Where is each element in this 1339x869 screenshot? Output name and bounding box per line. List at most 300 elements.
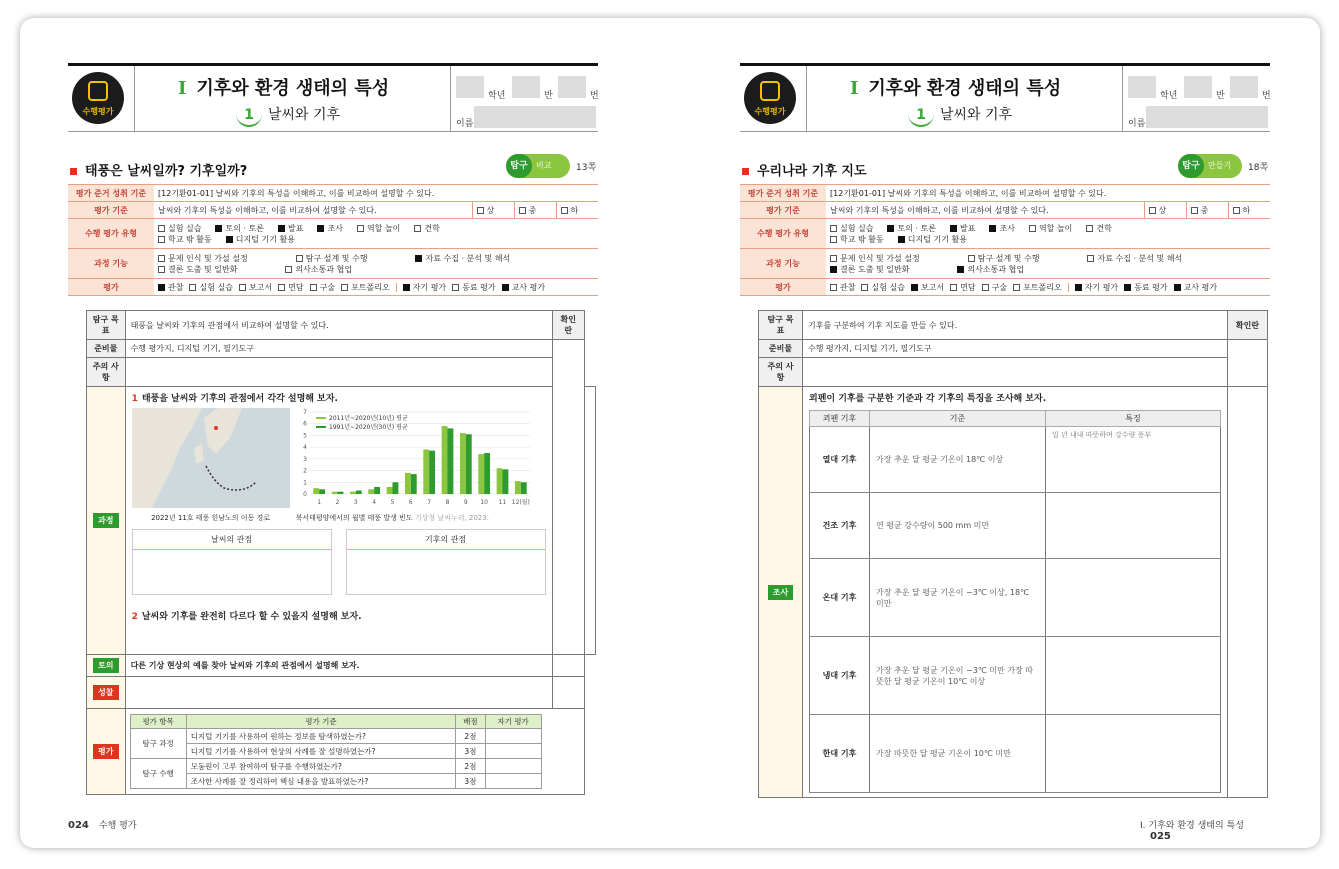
option-label: 탐구 설계 및 수행 (977, 253, 1040, 263)
chart-source: 기상청 날씨누리, 2023. (414, 514, 489, 522)
option-label: 자기 평가 (1084, 282, 1119, 292)
option-label: 교사 평가 (511, 282, 546, 292)
question (809, 391, 1221, 404)
checkbox-option[interactable] (1124, 282, 1167, 293)
checkbox-option[interactable] (296, 253, 368, 264)
standard-label: 평가 기준 (68, 202, 154, 219)
eval-options (826, 279, 1270, 296)
checkbox-option[interactable] (278, 282, 303, 293)
checked-box-icon (317, 225, 324, 232)
climate-name: 건조 기후 (810, 493, 870, 559)
skills-label: 과정 기능 (68, 249, 154, 279)
option-label: 교사 평가 (1183, 282, 1218, 292)
checkbox-icon (1087, 255, 1094, 262)
checked-box-icon (989, 225, 996, 232)
climate-name: 냉대 기후 (810, 637, 870, 715)
bar (374, 487, 380, 494)
bar (502, 469, 508, 494)
activity-pill (1178, 154, 1242, 178)
option-label: 토의 · 토론 (225, 223, 265, 233)
checkbox-option[interactable] (830, 234, 884, 245)
self-eval-cell[interactable] (485, 774, 541, 789)
checked-box-icon (1124, 284, 1131, 291)
bar (350, 492, 356, 494)
page-header (740, 66, 1270, 132)
eval-info-table (740, 184, 1270, 296)
option-label: 면담 (288, 282, 304, 292)
divider (134, 66, 135, 132)
question-text: 날씨와 기후를 완전히 다르다 할 수 있을지 설명해 보자. (141, 612, 362, 622)
level-label: 중 (528, 205, 537, 215)
option-label: 의사소통과 협업 (967, 264, 1025, 274)
y-tick-label: 1 (302, 479, 307, 487)
climate-name: 온대 기후 (810, 559, 870, 637)
option-label: 보고서 (248, 282, 273, 292)
checkbox-icon (1191, 207, 1198, 214)
eval-tag: 평가 (93, 744, 118, 759)
checkbox-icon (158, 236, 165, 243)
question-text: 쾨펜이 기후를 구분한 기준과 각 기후의 특징을 조사해 보자. (809, 394, 1047, 404)
option-label: 구술 (319, 282, 336, 292)
figure-row (132, 408, 546, 523)
x-tick-label: 7 (426, 499, 431, 506)
bar (405, 473, 411, 494)
checkbox-option[interactable] (830, 223, 873, 234)
class-field[interactable] (1184, 76, 1212, 98)
checkbox-icon (341, 284, 348, 291)
checkbox-icon (414, 225, 421, 232)
class-field[interactable] (512, 76, 540, 98)
checkbox-icon (452, 284, 459, 291)
process-tag: 과정 (93, 513, 118, 528)
score-criterion: 모둠원이 고루 참여하여 탐구를 수행하였는가? (186, 759, 456, 774)
checkbox-option[interactable] (1013, 282, 1062, 293)
score-item: 탐구 수행 (130, 759, 186, 789)
checkbox-option[interactable] (414, 223, 439, 234)
option-row (158, 283, 396, 292)
score-criterion: 디지털 기기를 사용하여 현상의 사례를 잘 설명하였는가? (186, 744, 456, 759)
bar (410, 474, 416, 494)
checkbox-icon (239, 284, 246, 291)
checkbox-option[interactable] (898, 234, 967, 245)
option-label: 보고서 (920, 282, 945, 292)
option-label: 실험 실습 (168, 223, 202, 233)
type-label: 수행 평가 유형 (68, 219, 154, 249)
checkbox-icon (310, 284, 317, 291)
bar (515, 481, 521, 494)
standard-text: 날씨와 기후의 특성을 이해하고, 이를 비교하여 설명할 수 있다. (154, 202, 472, 219)
checkbox-option[interactable] (950, 223, 975, 234)
bar (496, 468, 502, 494)
section-title-text: 태풍은 날씨일까? 기후일까? (85, 164, 248, 179)
checkbox-option[interactable] (830, 264, 909, 275)
checkbox-option[interactable] (278, 223, 303, 234)
eval-info-table (68, 184, 598, 296)
x-tick-label: 9 (463, 499, 468, 506)
score-header: 자기 평가 (485, 715, 541, 729)
checkbox-icon (830, 284, 837, 291)
typhoon-frequency-chart (296, 408, 536, 508)
standard-text: 날씨와 기후의 특성을 이해하고, 이를 비교하여 설명할 수 있다. (826, 202, 1144, 219)
legend-label: 1991년~2020년(30년) 평균 (328, 424, 408, 431)
koppen-header: 특징 (1046, 411, 1221, 427)
goal-text: 기후를 구분하여 기후 지도를 만들 수 있다. (803, 311, 1228, 340)
option-label: 조사 (999, 223, 1015, 233)
checkbox-option[interactable] (911, 282, 944, 293)
bar (423, 449, 429, 494)
climate-feature[interactable] (1046, 637, 1221, 715)
type-options (826, 219, 1270, 249)
checkbox-option[interactable] (415, 253, 510, 264)
option-label: 디지털 기기 활용 (235, 234, 295, 244)
score-points: 2점 (456, 759, 485, 774)
self-eval-cell[interactable] (485, 744, 541, 759)
criterion-text: [12기환01-01] 날씨와 기후의 특성을 이해하고, 이를 비교하여 설명할 수 있다. (826, 185, 1270, 202)
goal-label: 탐구 목표 (87, 311, 126, 340)
pill-main: 탐구 (506, 154, 532, 178)
option-row (158, 234, 594, 245)
checkbox-icon (158, 266, 165, 273)
bar (460, 433, 466, 494)
eval-label: 평가 (740, 279, 826, 296)
activity-table (758, 310, 1268, 798)
checkbox-option[interactable] (158, 223, 201, 234)
page-reference: 18쪽 (1248, 163, 1269, 173)
climate-feature[interactable] (1046, 559, 1221, 637)
bar (386, 487, 392, 494)
unit-title-text: 기후와 환경 생태의 특성 (868, 78, 1062, 99)
option-row (830, 234, 1266, 245)
discuss-text: 다른 기상 현상의 예를 찾아 날씨와 기후의 관점에서 설명해 보자. (125, 655, 552, 677)
score-header: 배점 (456, 715, 485, 729)
divider (450, 66, 451, 132)
y-tick-label: 6 (302, 420, 307, 428)
x-tick-label: 6 (408, 499, 413, 506)
lesson-title-text: 날씨와 기후 (940, 107, 1013, 123)
option-row (1068, 283, 1223, 292)
checkbox-option[interactable] (285, 264, 352, 275)
option-row (830, 283, 1068, 292)
option-label: 결론 도출 및 일반화 (168, 264, 238, 274)
question-2 (132, 609, 546, 622)
assessment-badge (744, 72, 796, 124)
class-label: 반 (1216, 91, 1225, 101)
x-tick-label: 4 (371, 499, 376, 506)
checkbox-icon (158, 255, 165, 262)
pill-sub: 비교 (536, 161, 552, 170)
koppen-header: 쾨펜 기후 (810, 411, 870, 427)
y-tick-label: 0 (302, 491, 307, 498)
checked-box-icon (898, 236, 905, 243)
checkbox-option[interactable] (1086, 223, 1111, 234)
score-header: 평가 항목 (130, 715, 186, 729)
checkbox-option[interactable] (968, 253, 1040, 264)
score-item: 탐구 과정 (130, 729, 186, 759)
grade-label: 학년 (488, 91, 506, 101)
climate-view-label: 기후의 관점 (347, 530, 545, 550)
checkbox-option[interactable] (887, 223, 936, 234)
checked-box-icon (950, 225, 957, 232)
checkbox-option[interactable] (226, 234, 295, 245)
level-high[interactable] (1144, 202, 1186, 219)
criterion-label: 평가 준거 성취 기준 (740, 185, 826, 202)
checked-box-icon (415, 255, 422, 262)
check-cell[interactable] (552, 677, 584, 709)
level-mid[interactable] (514, 202, 556, 219)
option-label: 조사 (327, 223, 343, 233)
bar (313, 488, 319, 494)
checkbox-option[interactable] (357, 223, 400, 234)
prep-text: 수행 평가지, 디지털 기기, 필기도구 (125, 340, 552, 358)
option-label: 의사소통과 협업 (295, 264, 353, 274)
option-label: 견학 (424, 223, 440, 233)
checkbox-icon (357, 225, 364, 232)
x-tick-label: 12(월) (511, 499, 530, 506)
number-label: 번 (1262, 91, 1271, 101)
reflect-answer[interactable] (125, 677, 552, 709)
bar (465, 434, 471, 494)
name-field[interactable] (474, 106, 596, 128)
level-label: 상 (1158, 205, 1167, 215)
checkbox-option[interactable] (957, 264, 1024, 275)
score-header: 평가 기준 (186, 715, 456, 729)
bar (392, 482, 398, 494)
checkbox-icon (285, 266, 292, 273)
bar (429, 451, 435, 494)
self-eval-cell[interactable] (485, 759, 541, 774)
option-label: 견학 (1096, 223, 1112, 233)
option-label: 구술 (991, 282, 1008, 292)
climate-criterion: 가장 추운 달 평균 기온이 −3℃ 미만 가장 따뜻한 달 평균 기온이 10℃ 이상 (870, 637, 1046, 715)
level-high[interactable] (472, 202, 514, 219)
right-page (740, 18, 1270, 848)
answer-boxes (132, 529, 546, 595)
reflect-tag: 성찰 (93, 685, 118, 700)
checkbox-option[interactable] (989, 223, 1014, 234)
page-number: 024 (68, 820, 89, 831)
checkbox-option[interactable] (215, 223, 264, 234)
chart-caption: 북서태평양에서의 월별 태풍 발생 빈도 (295, 514, 413, 522)
option-label: 토의 · 토론 (897, 223, 937, 233)
lesson-title (908, 104, 1012, 127)
name-label: 이름 (456, 119, 474, 129)
chart-caption-row (296, 513, 536, 523)
option-row (158, 223, 594, 234)
bar (331, 492, 337, 494)
score-cell (125, 709, 584, 795)
checkbox-icon (861, 284, 868, 291)
option-label: 자료 수집 · 분석 및 해석 (425, 253, 511, 263)
checked-box-icon (215, 225, 222, 232)
level-low[interactable] (1228, 202, 1270, 219)
checked-box-icon (158, 284, 165, 291)
koppen-header: 기준 (870, 411, 1046, 427)
weather-view-box[interactable] (132, 529, 332, 595)
checked-box-icon (1075, 284, 1082, 291)
level-label: 중 (1200, 205, 1209, 215)
checkbox-option[interactable] (452, 282, 495, 293)
climate-feature[interactable] (1046, 715, 1221, 793)
goal-text: 태풍을 날씨와 기후의 관점에서 비교하여 설명할 수 있다. (125, 311, 552, 340)
option-label: 결론 도출 및 일반화 (840, 264, 910, 274)
assessment-badge (72, 72, 124, 124)
skills-options (154, 249, 598, 279)
divider (806, 66, 807, 132)
bar (368, 489, 374, 494)
question-text: 태풍을 날씨와 기후의 관점에서 각각 설명해 보자. (141, 394, 338, 404)
option-label: 자료 수집 · 분석 및 해석 (1097, 253, 1183, 263)
checkbox-option[interactable] (1087, 253, 1182, 264)
level-mid[interactable] (1186, 202, 1228, 219)
checkbox-option[interactable] (341, 282, 390, 293)
grade-field[interactable] (456, 76, 484, 98)
checkbox-option[interactable] (830, 253, 920, 264)
checkbox-option[interactable] (317, 223, 342, 234)
name-field[interactable] (1146, 106, 1268, 128)
page-footer-left (68, 818, 137, 831)
unit-numeral: I (850, 78, 859, 99)
checkbox-option[interactable] (158, 234, 212, 245)
map-caption: 2022년 11호 태풍 힌남노의 이동 경로 (151, 514, 271, 522)
checked-box-icon (911, 284, 918, 291)
badge-label: 수행평가 (754, 107, 786, 116)
climate-criterion: 가장 따뜻한 달 평균 기온이 10℃ 미만 (870, 715, 1046, 793)
checked-box-icon (226, 236, 233, 243)
checkbox-option[interactable] (1075, 282, 1118, 293)
check-cell[interactable] (1228, 340, 1268, 387)
check-cell[interactable] (552, 340, 584, 655)
option-label: 역할 놀이 (366, 223, 401, 233)
bar (319, 489, 325, 494)
caution-text[interactable] (125, 358, 552, 387)
checkbox-option[interactable] (982, 282, 1007, 293)
check-cell[interactable] (552, 655, 584, 677)
climate-name: 열대 기후 (810, 427, 870, 493)
checkbox-option[interactable] (403, 282, 446, 293)
checkbox-option[interactable] (502, 282, 545, 293)
climate-criterion: 가장 추운 달 평균 기온이 18℃ 이상 (870, 427, 1046, 493)
checked-box-icon (278, 225, 285, 232)
question-1 (132, 391, 546, 404)
checkbox-option[interactable] (861, 282, 904, 293)
checkbox-option[interactable] (158, 253, 248, 264)
standard-label: 평가 기준 (740, 202, 826, 219)
prep-label: 준비물 (759, 340, 803, 358)
checkbox-option[interactable] (1174, 282, 1217, 293)
climate-view-box[interactable] (346, 529, 546, 595)
option-label: 동료 평가 (1134, 282, 1168, 292)
checkbox-icon (1149, 207, 1156, 214)
checkbox-option[interactable] (239, 282, 272, 293)
checkbox-option[interactable] (310, 282, 335, 293)
checkbox-option[interactable] (830, 282, 855, 293)
climate-feature[interactable]: 일 년 내내 따뜻하며 강수량 풍부 (1046, 427, 1221, 493)
class-label: 반 (544, 91, 553, 101)
option-row (158, 253, 594, 264)
option-label: 실험 실습 (199, 282, 233, 292)
checked-box-icon (403, 284, 410, 291)
number-field[interactable] (558, 76, 586, 98)
checkbox-icon (519, 207, 526, 214)
bar (355, 490, 361, 494)
goal-label: 탐구 목표 (759, 311, 803, 340)
criterion-label: 평가 준거 성취 기준 (68, 185, 154, 202)
checkbox-icon (158, 225, 165, 232)
checkbox-icon (1086, 225, 1093, 232)
bar (337, 492, 343, 494)
unit-title (178, 74, 389, 100)
self-eval-cell[interactable] (485, 729, 541, 744)
option-label: 역할 놀이 (1038, 223, 1073, 233)
page-header (68, 66, 598, 132)
checkbox-option[interactable] (1029, 223, 1072, 234)
checked-box-icon (502, 284, 509, 291)
page-footer-right (1140, 818, 1270, 842)
option-label: 발표 (288, 223, 304, 233)
checkbox-option[interactable] (158, 282, 183, 293)
map-figure (132, 408, 290, 523)
legend-label: 2011년~2020년(10년) 평균 (328, 415, 408, 422)
footer-text: Ⅰ. 기후와 환경 생태의 특성 (1140, 821, 1244, 831)
checkbox-icon (477, 207, 484, 214)
unit-title-text: 기후와 환경 생태의 특성 (196, 78, 390, 99)
name-label: 이름 (1128, 119, 1146, 129)
checked-box-icon (830, 266, 837, 273)
caution-text[interactable] (803, 358, 1228, 387)
x-tick-label: 2 (335, 499, 339, 506)
number-field[interactable] (1230, 76, 1258, 98)
option-label: 문제 인식 및 가설 설정 (168, 253, 248, 263)
check-cell[interactable] (585, 387, 596, 655)
checkbox-option[interactable] (189, 282, 232, 293)
check-cell[interactable] (1228, 387, 1268, 798)
checkbox-icon (950, 284, 957, 291)
checked-box-icon (1174, 284, 1181, 291)
bar (441, 426, 447, 494)
activity-table (86, 310, 596, 795)
pill-main: 탐구 (1178, 154, 1204, 178)
footer-text: 수행 평가 (98, 821, 137, 831)
checkbox-icon (982, 284, 989, 291)
weather-view-label: 날씨의 관점 (133, 530, 331, 550)
option-label: 동료 평가 (462, 282, 496, 292)
level-label: 하 (1242, 205, 1251, 215)
checkbox-icon (830, 255, 837, 262)
option-label: 학교 밖 활동 (168, 234, 212, 244)
checkbox-option[interactable] (158, 264, 237, 275)
option-row (830, 253, 1266, 264)
option-row (158, 264, 594, 275)
section-title-text: 우리나라 기후 지도 (757, 164, 867, 179)
level-low[interactable] (556, 202, 598, 219)
type-options (154, 219, 598, 249)
checkbox-option[interactable] (950, 282, 975, 293)
x-tick-label: 1 (316, 499, 321, 506)
lesson-title (236, 104, 340, 127)
research-tag: 조사 (768, 585, 793, 600)
climate-feature[interactable] (1046, 493, 1221, 559)
option-row (396, 283, 551, 292)
section-title (70, 160, 247, 179)
bar (484, 453, 490, 494)
certificate-icon (88, 81, 108, 101)
option-label: 학교 밖 활동 (840, 234, 884, 244)
caution-label: 주의 사항 (759, 358, 803, 387)
eval-label: 평가 (68, 279, 154, 296)
score-points: 3점 (456, 774, 485, 789)
grade-field[interactable] (1128, 76, 1156, 98)
checkbox-icon (561, 207, 568, 214)
